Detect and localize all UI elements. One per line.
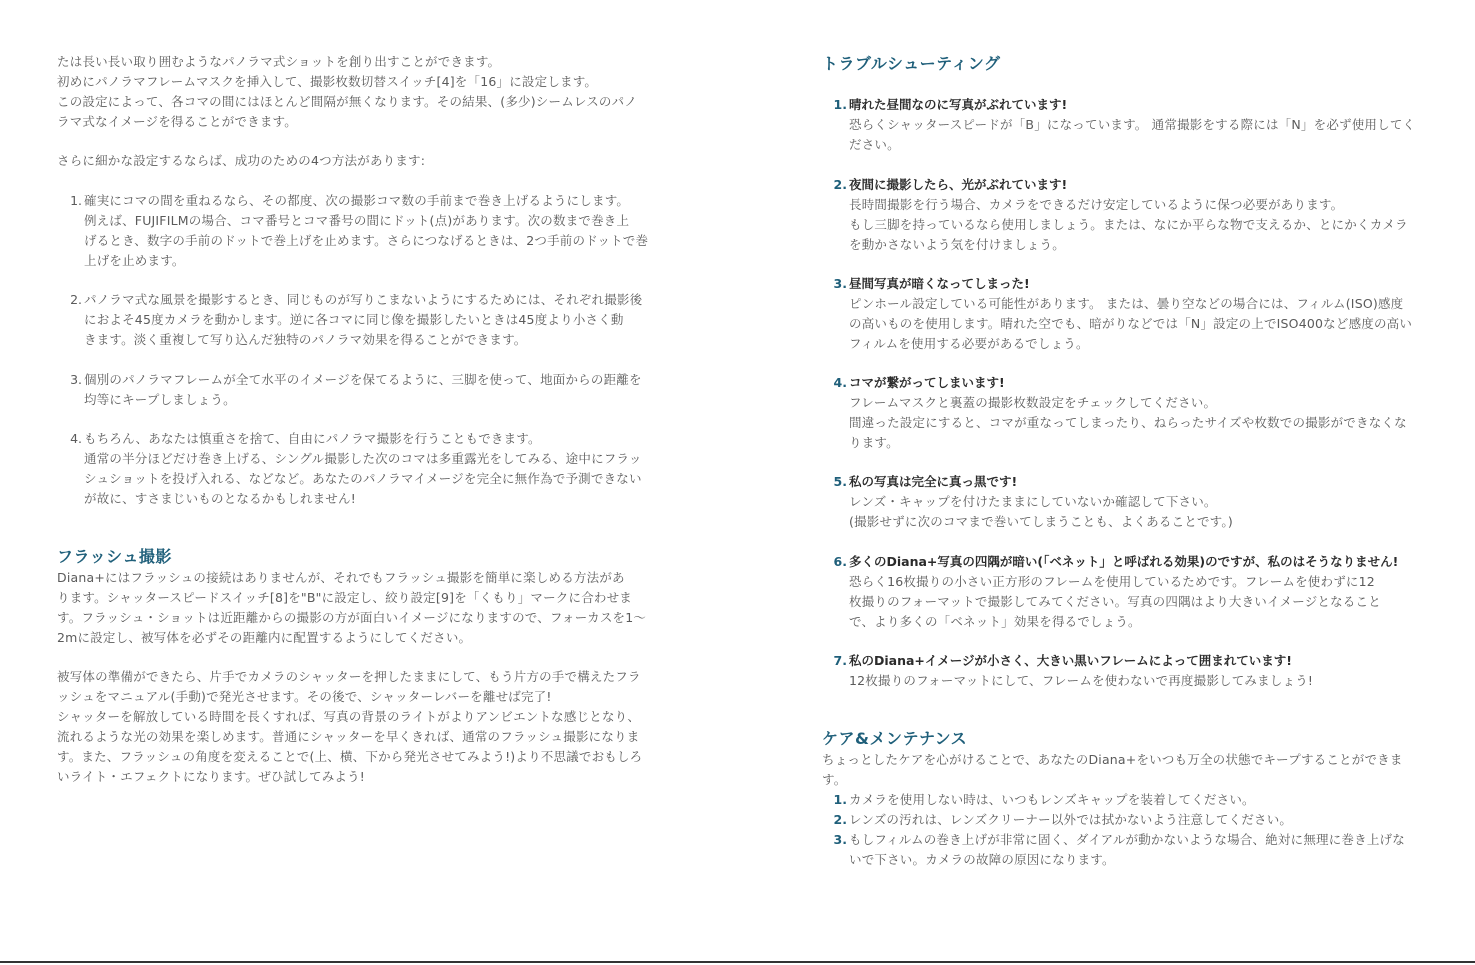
method-item-4 [57, 429, 657, 509]
text-line: (撮影せずに次のコマまで巻いてしまうことも、よくあることです。) [849, 514, 1233, 529]
care-item-2 [822, 810, 1422, 830]
text-line: ッシュをマニュアル(手動)で発光させます。その後で、シャッターレバーを離せば完了! [57, 689, 552, 704]
list-number: 1. [70, 193, 82, 208]
text-line: いで下さい。カメラの故障の原因になります。 [849, 852, 1115, 867]
text-line: きます。淡く重複して写り込んだ独特のパノラマ効果を得ることができます。 [84, 332, 527, 347]
flash-paragraph-2 [57, 667, 657, 787]
section-heading: トラブルシューティング [822, 54, 1001, 73]
list-number: 2. [70, 292, 82, 307]
text-line: たは長い長い取り囲むようなパノラマ式ショットを創り出すことができます。 [57, 54, 501, 69]
list-number: 3. [833, 832, 847, 847]
problem-title: コマが繋がってしまいます! [849, 375, 1005, 390]
text-line: 上げを止めます。 [84, 253, 185, 268]
list-number: 5. [833, 474, 847, 489]
problem-title: 私のDiana+イメージが小さく、大きい黒いフレームによって囲まれています! [849, 653, 1292, 668]
text-line: Diana+にはフラッシュの接続はありませんが、それでもフラッシュ撮影を簡単に楽しめる方法があ [57, 570, 625, 585]
text-line: で、より多くの「ベネット」効果を得るでしょう。 [849, 614, 1141, 629]
list-number: 6. [833, 554, 847, 569]
text-line: もちろん、あなたは慎重さを捨て、自由にパノラマ撮影を行うこともできます。 [84, 431, 541, 446]
text-line: パノラマ式な風景を撮影するとき、同じものが写りこまないようにするためには、それぞれ撮影後 [84, 292, 643, 307]
list-number: 3. [70, 372, 82, 387]
list-number: 2. [833, 177, 847, 192]
text-line: この設定によって、各コマの間にはほとんど間隔が無くなります。その結果、(多少)シームレスのパノ [57, 94, 638, 109]
text-line: す。また、フラッシュの角度を変えることで(上、横、下から発光させてみよう!)より不思議でおもしろ [57, 749, 643, 764]
text-line: 個別のパノラマフレームが全て水平のイメージを保てるように、三脚を使って、地面からの距離を [84, 372, 642, 387]
text-line: ピンホール設定している可能性があります。 または、曇り空などの場合には、フィルム(ISO)感度 [849, 296, 1404, 311]
problem-item-4 [822, 373, 1422, 453]
problem-item-5 [822, 472, 1422, 532]
text-line: げるとき、数字の手前のドットで巻上げを止めます。さらにつなげるときは、2つ手前のドットで巻 [84, 233, 649, 248]
list-number: 4. [70, 431, 82, 446]
text-line: フィルムを使用する必要があるでしょう。 [849, 336, 1089, 351]
text-line: 恐らく16枚撮りの小さい正方形のフレームを使用しているためです。フレームを使わずに12 [849, 574, 1375, 589]
text-line: レンズ・キャップを付けたままにしていないか確認して下さい。 [849, 494, 1217, 509]
text-line: ださい。 [849, 137, 900, 152]
text-line: ります。 [849, 435, 899, 450]
list-number: 1. [833, 97, 847, 112]
section-heading: ケア&メンテナンス [822, 729, 968, 748]
text-line: 恐らくシャッタースピードが「B」になっています。 通常撮影をする際には「N」を必ず使用してく [849, 117, 1416, 132]
text-line: の高いものを使用します。晴れた空でも、暗がりなどでは「N」設定の上でISO400など感度の高い [849, 316, 1413, 331]
text-line: が故に、すさまじいものとなるかもしれません! [84, 491, 356, 506]
text-line: レンズの汚れは、レンズクリーナー以外では拭かないよう注意してください。 [849, 812, 1293, 827]
text-line: ります。シャッタースピードスイッチ[8]を"B"に設定し、絞り設定[9]を「くもり」マークに合わせま [57, 590, 632, 605]
list-number: 7. [833, 653, 847, 668]
text-line: す。フラッシュ・ショットは近距離からの撮影の方が面白いイメージになりますので、フォーカスを1〜 [57, 610, 647, 625]
text-line: ラマ式なイメージを得ることができます。 [57, 114, 297, 129]
flash-paragraph-1 [57, 568, 657, 648]
text-line: 流れるような光の効果を楽しめます。普通にシャッターを早くきれば、通常のフラッシュ撮影になりま [57, 729, 640, 744]
list-number: 1. [833, 792, 847, 807]
text-line: さらに細かな設定するならば、成功のための4つ方法があります: [57, 153, 426, 168]
text-line: 12枚撮りのフォーマットにして、フレームを使わないで再度撮影してみましょう! [849, 673, 1314, 688]
text-line: 均等にキープしましょう。 [84, 392, 236, 407]
flash-section [57, 546, 657, 568]
text-line: 通常の半分ほどだけ巻き上げる、シングル撮影した次のコマは多重露光をしてみる、途中にフラッ [84, 451, 642, 466]
text-line: 被写体の準備ができたら、片手でカメラのシャッターを押したままにして、もう片方の手で構えたフラ [57, 669, 641, 684]
problem-item-3 [822, 274, 1422, 354]
troubleshooting-section [822, 53, 1422, 75]
method-item-2 [57, 290, 657, 350]
problem-title: 私の写真は完全に真っ黒です! [849, 474, 1018, 489]
text-line: 間違った設定にすると、コマが重なってしまったり、ねらったサイズや枚数での撮影ができなくな [849, 415, 1407, 430]
text-line: ちょっとしたケアを心がけることで、あなたのDiana+をいつも万全の状態でキープすることができます。 [822, 752, 1403, 787]
list-number: 2. [833, 812, 847, 827]
section-heading: フラッシュ撮影 [57, 547, 172, 566]
text-line: 長時間撮影を行う場合、カメラをできるだけ安定しているように保つ必要があります。 [849, 197, 1344, 212]
problem-title: 多くのDiana+写真の四隅が暗い(「ベネット」と呼ばれる効果)のですが、私のはそうなりません! [849, 554, 1399, 569]
text-line: 2mに設定し、被写体を必ずその距離内に配置するようにしてください。 [57, 630, 472, 645]
problem-title: 夜間に撮影したら、光がぶれています! [849, 177, 1068, 192]
problem-item-1 [822, 95, 1422, 155]
care-item-3 [822, 830, 1422, 870]
list-number: 3. [833, 276, 847, 291]
text-line: もし三脚を持っているなら使用しましょう。または、なにか平らな物で支えるか、とにかくカメラ [849, 217, 1408, 232]
text-line: におよそ45度カメラを動かします。逆に各コマに同じ像を撮影したいときは45度より小さく動 [84, 312, 624, 327]
method-item-3 [57, 370, 657, 410]
methods-intro [57, 151, 657, 171]
care-section [822, 728, 1422, 750]
text-line: 枚撮りのフォーマットで撮影してみてください。写真の四隅はより大きいイメージとなること [849, 594, 1381, 609]
text-line: シュショットを投げ入れる、などなど。あなたのパノラマイメージを完全に無作為で予測できない [84, 471, 642, 486]
text-line: 例えば、FUJIFILMの場合、コマ番号とコマ番号の間にドット(点)があります。次の数まで巻き上 [84, 213, 630, 228]
text-line: シャッターを解放している時間を長くすれば、写真の背景のライトがよりアンビエントな感じとなり、 [57, 709, 641, 724]
method-item-1 [57, 191, 657, 271]
problem-item-6 [822, 552, 1422, 632]
text-line: を動かさないよう気を付けましょう。 [849, 237, 1065, 252]
problem-title: 昼間写真が暗くなってしまった! [849, 276, 1030, 291]
intro-paragraph [57, 52, 657, 132]
problem-title: 晴れた昼間なのに写真がぶれています! [849, 97, 1068, 112]
text-line: 確実にコマの間を重ねるなら、その都度、次の撮影コマ数の手前まで巻き上げるようにします。 [84, 193, 630, 208]
problem-item-7 [822, 651, 1422, 691]
text-line: フレームマスクと裏蓋の撮影枚数設定をチェックしてください。 [849, 395, 1217, 410]
problem-item-2 [822, 175, 1422, 255]
text-line: カメラを使用しない時は、いつもレンズキャップを装着してください。 [849, 792, 1255, 807]
page-bottom-rule [0, 961, 1475, 963]
list-number: 4. [833, 375, 847, 390]
care-item-1 [822, 790, 1422, 810]
care-list [822, 790, 1422, 870]
text-line: 初めにパノラマフレームマスクを挿入して、撮影枚数切替スイッチ[4]を「16」に設定します。 [57, 74, 598, 89]
care-intro [822, 750, 1422, 790]
text-line: いライト・エフェクトになります。ぜひ試してみよう! [57, 769, 366, 784]
text-line: もしフィルムの巻き上げが非常に固く、ダイアルが動かないような場合、絶対に無理に巻き上げな [849, 832, 1405, 847]
